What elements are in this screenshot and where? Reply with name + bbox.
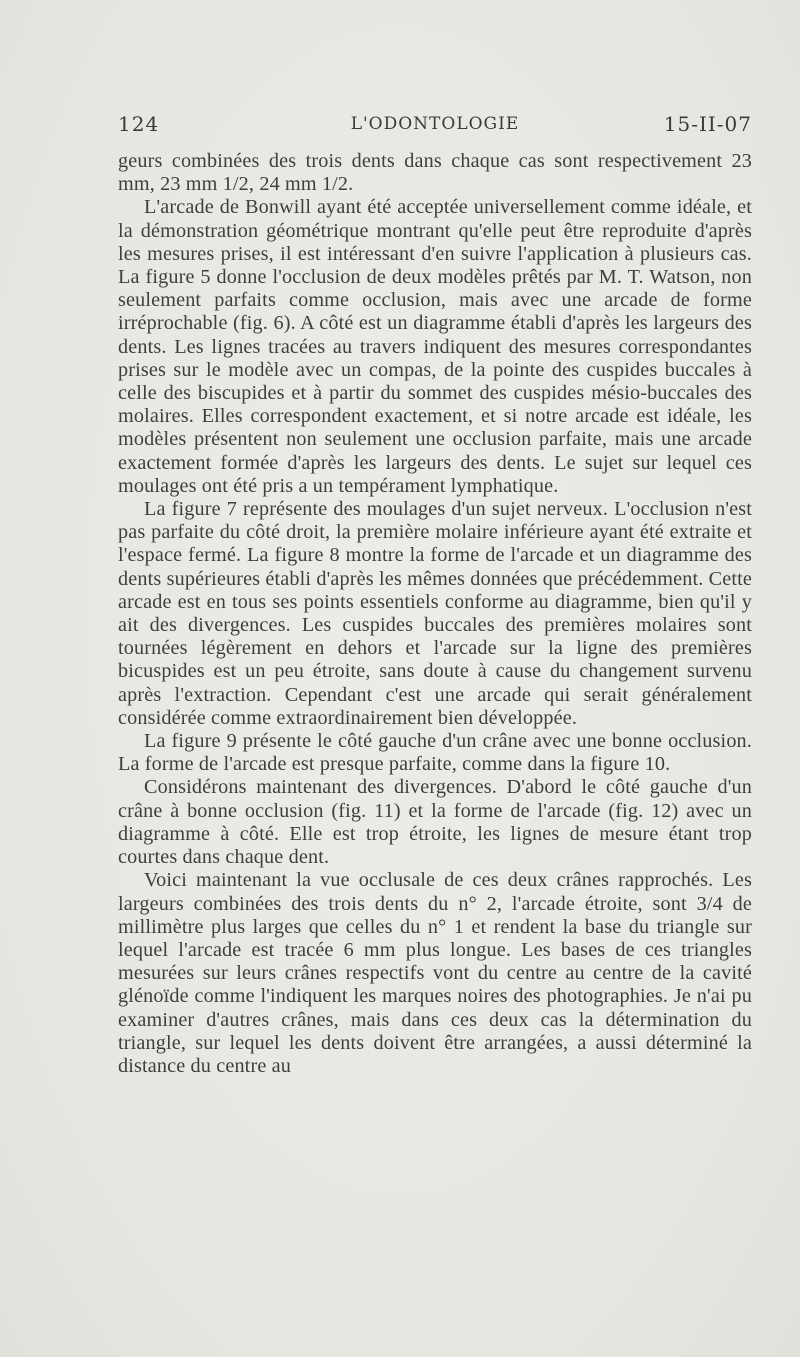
body-text xyxy=(118,150,752,1078)
page-number: 124 xyxy=(118,112,160,136)
paragraph: Considérons maintenant des divergences. D'abord le côté gauche d'un crâne à bonne occlusion (fig. 11) et la forme de l'arcade (fig. 12) avec un diagramme à côté. Elle est trop étroite, les lignes de mesure étant trop courtes dans chaque dent. xyxy=(118,776,752,869)
paragraph: La figure 9 présente le côté gauche d'un crâne avec une bonne occlusion. La forme de l'arcade est presque parfaite, comme dans la figure 10. xyxy=(118,730,752,776)
running-header xyxy=(118,112,752,142)
paragraph: L'arcade de Bonwill ayant été acceptée universellement comme idéale, et la démonstration géométrique montrant qu'elle peut être reproduite d'après les mesures prises, il est intéressant d'en suivre l'application à plusieurs cas. La figure 5 donne l'occlusion de deux modèles prêtés par M. T. Watson, non seulement parfaits comme occlusion, mais avec une arcade de forme irréprochable (fig. 6). A côté est un diagramme établi d'après les largeurs des dents. Les lignes tracées au travers indiquent des mesures correspondantes prises sur le modèle avec un compas, de la pointe des cuspides buccales à celle des biscupides et à partir du sommet des cuspides mésio-buccales des molaires. Elles correspondent exactement, et si notre arcade est idéale, les modèles présentent non seulement une occlusion parfaite, mais une arcade exactement formée d'après les largeurs des dents. Le sujet sur lequel ces moulages ont été pris a un tempérament lymphatique. xyxy=(118,196,752,497)
paragraph: Voici maintenant la vue occlusale de ces deux crânes rapprochés. Les largeurs combinées des trois dents du n° 2, l'arcade étroite, sont 3/4 de millimètre plus larges que celles du n° 1 et rendent la base du triangle sur lequel l'arcade est tracée 6 mm plus longue. Les bases de ces triangles mesurées sur leurs crânes respectifs vont du centre au centre de la cavité glénoïde comme l'indiquent les marques noires des photographies. Je n'ai pu examiner d'autres crânes, mais dans ces deux cas la détermination du triangle, sur lequel les dents doivent être arrangées, a aussi déterminé la distance du centre au xyxy=(118,869,752,1077)
journal-title: L'ODONTOLOGIE xyxy=(350,114,520,134)
paragraph-continuation: geurs combinées des trois dents dans chaque cas sont respectivement 23 mm, 23 mm 1/2, 24 mm 1/2. xyxy=(118,150,752,196)
paragraph: La figure 7 représente des moulages d'un sujet nerveux. L'occlusion n'est pas parfaite du côté droit, la première molaire inférieure ayant été extraite et l'espace fermé. La figure 8 montre la forme de l'arcade et un diagramme des dents supérieures établi d'après les mêmes données que précédemment. Cette arcade est en tous ses points essentiels conforme au diagramme, bien qu'il y ait des divergences. Les cuspides buccales des premières molaires sont tournées légèrement en dehors et l'arcade sur la ligne des premières bicuspides est un peu étroite, sans doute à cause du changement survenu après l'extraction. Cependant c'est une arcade qui serait généralement considérée comme extraordinairement bien développée. xyxy=(118,498,752,729)
issue-date: 15-II-07 xyxy=(663,112,752,136)
